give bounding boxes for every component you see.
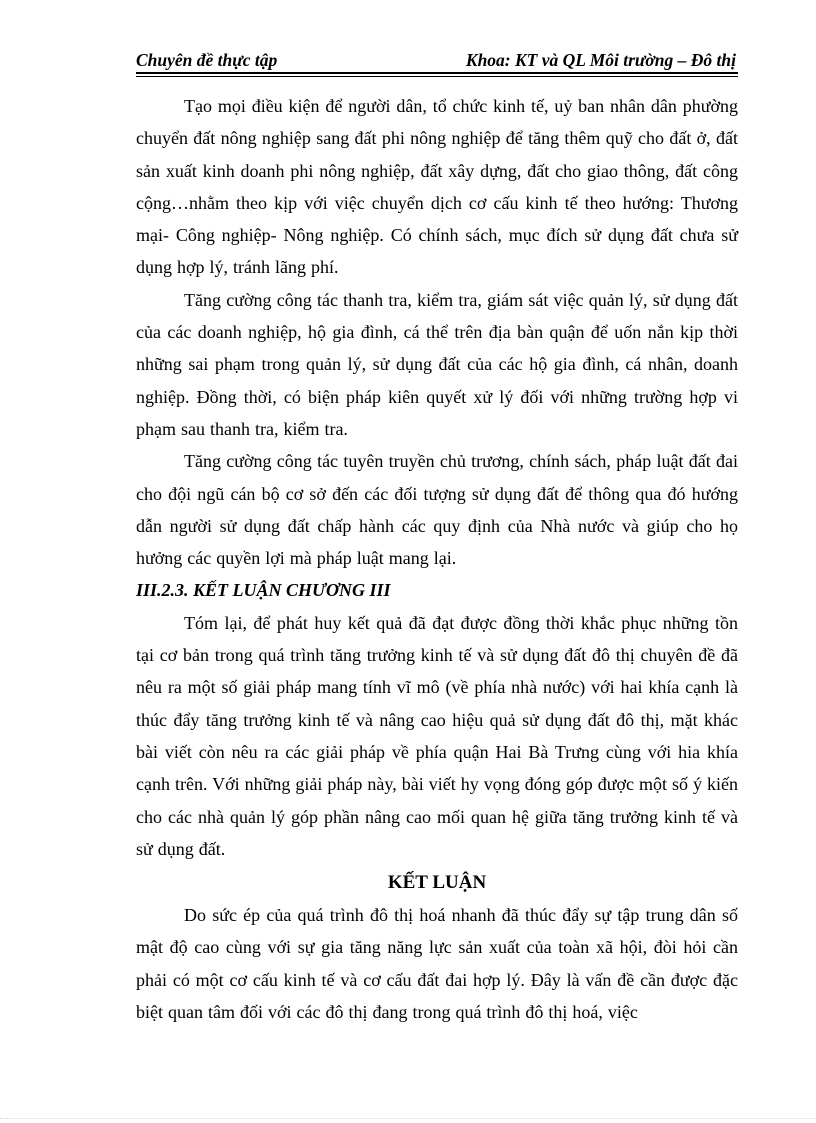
paragraph-land-conversion: Tạo mọi điều kiện để người dân, tổ chức kinh tế, uỷ ban nhân dân phường chuyển đất nông nghiệp sang đất phi nông nghiệp để tăng thêm quỹ cho đất ở, đất sản xuất kinh doanh phi nông nghiệp, đất xây dựng, đất cho giao thông, đất công cộng…nhằm theo kịp với việc chuyển dịch cơ cấu kinh tế theo hướng: Thương mại- Công nghiệp- Nông nghiệp. Có chính sách, mục đích sử dụng đất chưa sử dụng hợp lý, tránh lãng phí.	[136, 96, 738, 278]
section-heading: III.2.3. KẾT LUẬN CHƯƠNG III	[136, 580, 391, 601]
header-faculty: Khoa: KT và QL Môi trường – Đô thị	[465, 50, 736, 70]
header-divider-thin	[136, 76, 738, 77]
header-document-type: Chuyên đề thực tập	[136, 50, 278, 70]
header-divider-thick	[136, 72, 738, 74]
page-bottom-edge	[0, 1118, 816, 1120]
conclusion-title: KẾT LUẬN	[387, 872, 487, 894]
paragraph-inspection: Tăng cường công tác thanh tra, kiểm tra, giám sát việc quản lý, sử dụng đất của các doanh nghiệp, hộ gia đình, cá thể trên địa bàn quận để uốn nắn kịp thời những sai phạm trong quản lý, sử dụng đất của các hộ gia đình, cá nhân, doanh nghiệp. Đồng thời, có biện pháp kiên quyết xử lý đối với những trường hợp vi phạm sau thanh tra, kiểm tra.	[136, 289, 738, 439]
paragraph-propaganda: Tăng cường công tác tuyên truyền chủ trương, chính sách, pháp luật đất đai cho đội ngũ cán bộ cơ sở đến các đối tượng sử dụng đất để thông qua đó hướng dẫn người sử dụng đất chấp hành các quy định của Nhà nước và giúp cho họ hưởng các quyền lợi mà pháp luật mang lại.	[136, 451, 738, 569]
document-body	[136, 90, 738, 1028]
paragraph-conclusion: Do sức ép của quá trình đô thị hoá nhanh đã thúc đẩy sự tập trung dân số mật độ cao cùng với sự gia tăng năng lực sản xuất của toàn xã hội, đòi hỏi cần phải có một cơ cấu kinh tế và cơ cấu đất đai hợp lý. Đây là vấn đề cần được đặc biệt quan tâm đối với các đô thị đang trong quá trình đô thị hoá, việc	[136, 905, 738, 1023]
page-header	[136, 50, 738, 72]
paragraph-chapter-summary: Tóm lại, để phát huy kết quả đã đạt được đồng thời khắc phục những tồn tại cơ bản trong quá trình tăng trưởng kinh tế và sử dụng đất đô thị chuyên đề đã nêu ra một số giải pháp mang tính vĩ mô (về phía nhà nước) với hai khía cạnh là thúc đẩy tăng trưởng kinh tế và nâng cao hiệu quả sử dụng đất đô thị, mặt khác bài viết còn nêu ra các giải pháp về phía quận Hai Bà Trưng cùng với hia khía cạnh trên. Với những giải pháp này, bài viết hy vọng đóng góp được một số ý kiến cho các nhà quản lý góp phần nâng cao mối quan hệ giữa tăng trưởng kinh tế và sử dụng đất.	[136, 612, 738, 859]
